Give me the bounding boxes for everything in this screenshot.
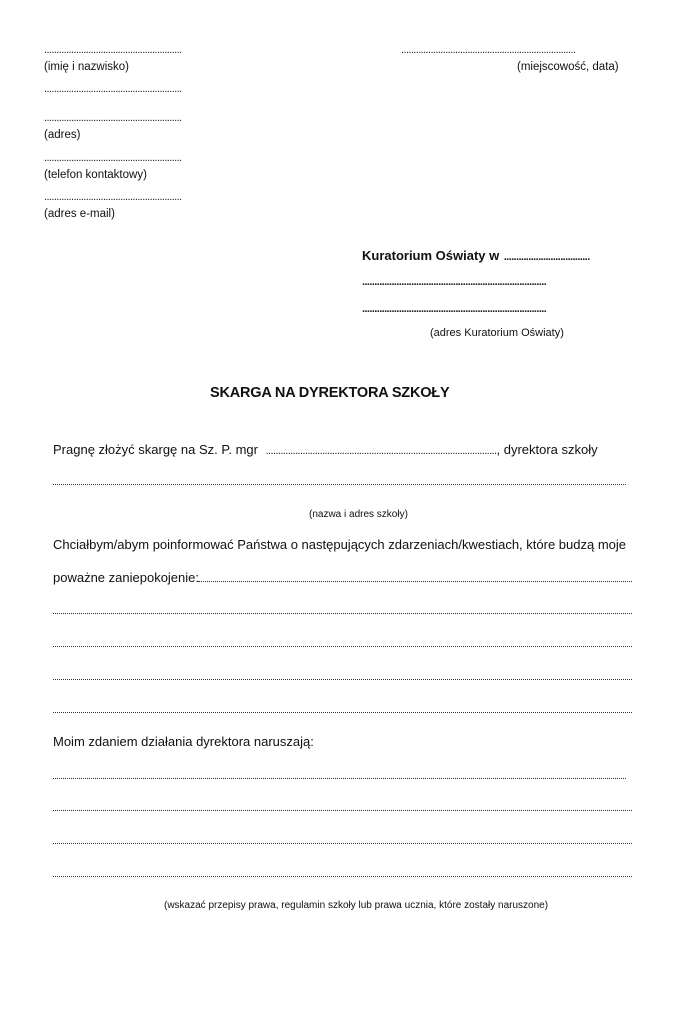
address-label: (adres) <box>44 129 81 141</box>
phone-label: (telefon kontaktowy) <box>44 169 147 181</box>
school-fill-line <box>53 484 626 485</box>
recipient-line1 <box>362 247 590 265</box>
school-label: (nazwa i adres szkoły) <box>309 509 408 520</box>
concern-fill-line-3 <box>53 679 632 680</box>
para2-line1: Chciałbym/abym poinformować Państwa o następujących zdarzeniach/kwestiach, które budzą moje <box>53 537 627 552</box>
place-date-label: (miejscowość, data) <box>517 61 619 73</box>
para1-dots: .............................................................................................. <box>265 445 497 457</box>
violation-fill-line-4 <box>53 876 632 877</box>
place-date-dots: ....................................................................... <box>401 44 576 56</box>
recipient-line2-dots: ........................................................................... <box>362 276 547 288</box>
para2-line2-prefix: poważne zaniepokojenie: <box>53 570 199 585</box>
email-dots: ........................................................ <box>44 191 182 203</box>
document-title: SKARGA NA DYREKTORA SZKOŁY <box>210 385 450 401</box>
para1-prefix: Pragnę złożyć skargę na Sz. P. mgr <box>53 442 258 457</box>
violation-fill-line-3 <box>53 843 632 844</box>
concern-fill-line-2 <box>53 646 632 647</box>
recipient-city-dots: ................................... <box>503 251 590 263</box>
address-line1-dots: ........................................................ <box>44 83 182 95</box>
law-label: (wskazać przepisy prawa, regulamin szkoły lub prawa ucznia, które zostały naruszone) <box>164 900 549 911</box>
name-dots: ........................................................ <box>44 44 182 56</box>
address-line2-dots: ........................................................ <box>44 112 182 124</box>
violation-fill-line-1 <box>53 778 626 779</box>
recipient-name: Kuratorium Oświaty w <box>362 248 500 263</box>
name-label: (imię i nazwisko) <box>44 61 129 73</box>
recipient-address-label: (adres Kuratorium Oświaty) <box>430 327 564 339</box>
concern-fill-line-4 <box>53 712 632 713</box>
concern-fill-line-0 <box>198 581 632 582</box>
para3-text: Moim zdaniem działania dyrektora naruszają: <box>53 734 314 749</box>
phone-dots: ........................................................ <box>44 152 182 164</box>
para1-line <box>53 442 598 458</box>
email-label: (adres e-mail) <box>44 208 115 220</box>
concern-fill-line-1 <box>53 613 632 614</box>
para1-suffix: , dyrektora szkoły <box>496 442 598 457</box>
recipient-line3-dots: ........................................................................... <box>362 303 547 315</box>
violation-fill-line-2 <box>53 810 632 811</box>
